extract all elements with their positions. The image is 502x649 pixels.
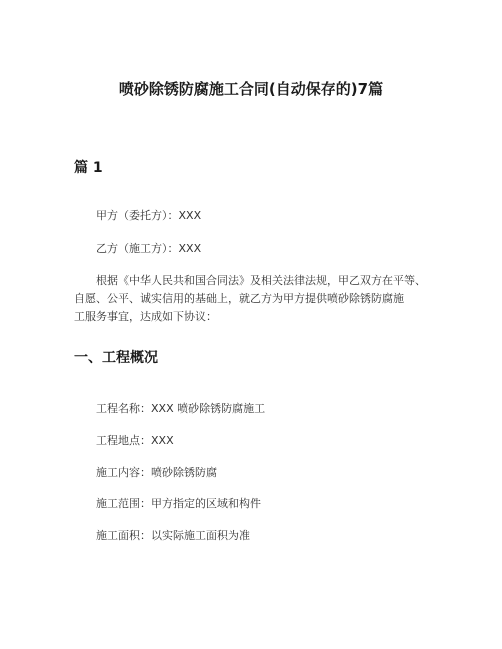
- chapter-heading-1: 一、工程概况: [74, 350, 158, 366]
- intro-line: 根据《中华人民共和国合同法》及相关法律法规，甲乙双方在平等、: [96, 274, 426, 287]
- project-item: 工程名称：XXX 喷砂除锈防腐施工: [96, 402, 266, 415]
- project-item: 施工内容：喷砂除锈防腐: [96, 466, 217, 479]
- party-b-line: 乙方（施工方）：XXX: [96, 242, 202, 255]
- intro-line: 自愿、公平、诚实信用的基础上，就乙方为甲方提供喷砂除锈防腐施: [74, 292, 404, 305]
- party-a-line: 甲方（委托方）：XXX: [96, 209, 202, 222]
- intro-line: 工服务事宜，达成如下协议：: [74, 310, 217, 323]
- project-item: 工程地点：XXX: [96, 434, 174, 447]
- project-item: 施工面积：以实际施工面积为准: [96, 529, 250, 542]
- intro-paragraph: [74, 274, 454, 324]
- project-item: 施工范围：甲方指定的区域和构件: [96, 497, 261, 510]
- document-title: 喷砂除锈防腐施工合同(自动保存的)7篇: [118, 80, 384, 98]
- section-heading-1: 篇 1: [74, 160, 103, 176]
